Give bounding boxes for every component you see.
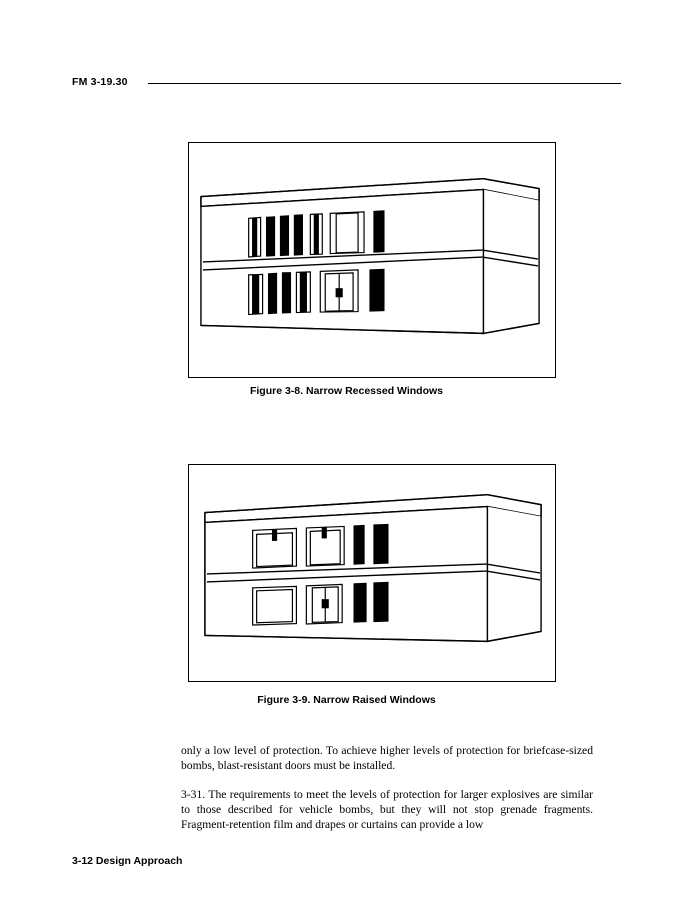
body-paragraph-2: 3-31. The requirements to meet the levels of protection for larger explosives are similar to those described for vehicle bombs, but they will not stop grenade fragments. Fragment-retention film and drapes or curtains can provide a low bbox=[181, 787, 593, 831]
two-story-building-narrow-raised-windows-line-drawing bbox=[189, 465, 555, 681]
body-paragraph-1: only a low level of protection. To achieve higher levels of protection for briefcase-sized bombs, blast-resistant doors must be installed. bbox=[181, 743, 593, 772]
page-footer: 3-12 Design Approach bbox=[72, 855, 183, 867]
figure-3-8-caption: Figure 3-8. Narrow Recessed Windows bbox=[249, 385, 444, 397]
two-story-building-narrow-recessed-windows-line-drawing bbox=[189, 143, 555, 377]
page-header bbox=[72, 74, 621, 94]
header-rule bbox=[148, 83, 621, 84]
manual-id-label: FM 3-19.30 bbox=[72, 76, 128, 88]
figure-3-9-frame bbox=[188, 464, 556, 682]
figure-3-8-frame bbox=[188, 142, 556, 378]
figure-3-9-caption: Figure 3-9. Narrow Raised Windows bbox=[257, 694, 436, 706]
